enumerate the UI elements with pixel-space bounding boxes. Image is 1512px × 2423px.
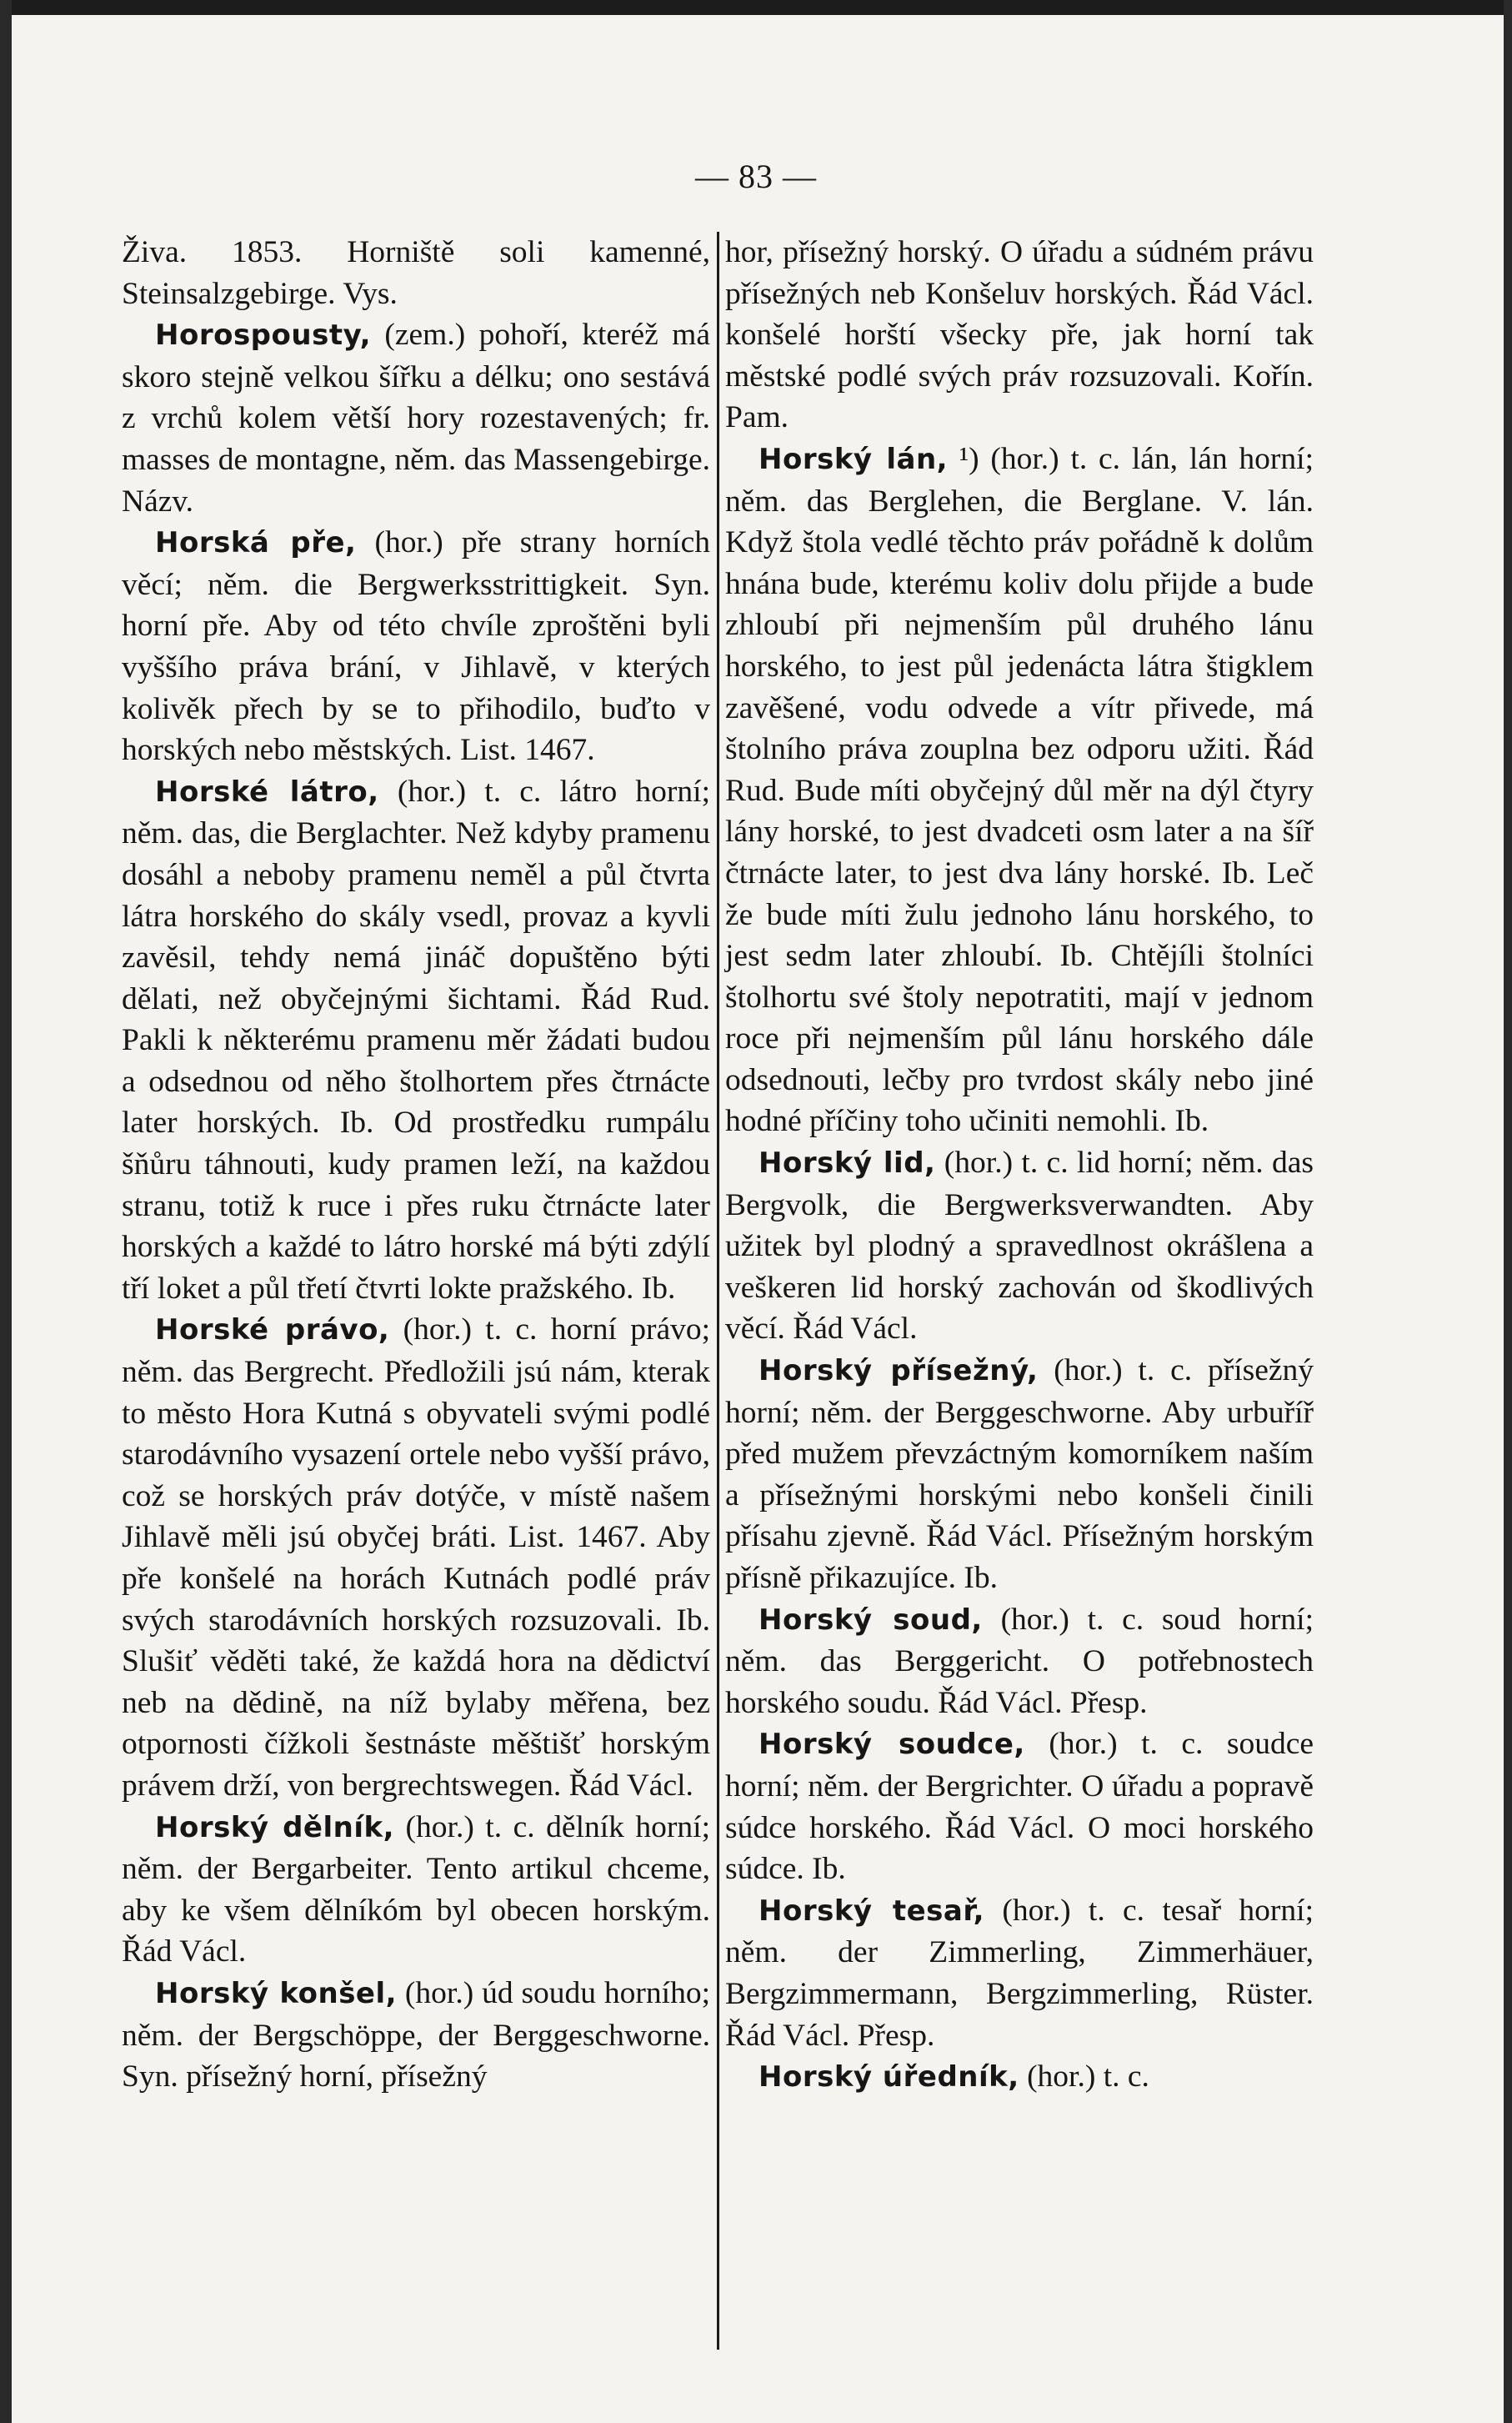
entry-text: (hor.) úd soudu horního; něm. der Bergschöppe, der Berggeschworne. Syn. přísežný horní, přísežný (122, 1975, 710, 2094)
dictionary-entry (725, 1723, 1314, 1889)
entry-text: (hor.) t. c. horní právo; něm. das Bergrecht. Předložili jsú nám, kterak to město Hora Kutná s obyvateli svými podlé starodávního vysazení ortele nebo vyšší právo, což se horských práv dotýče, v místě našem Jihlavě měli jsú obyčej bráti. List. 1467. Aby pře konšelé na horách Kutnách podlé práv svých starodávních horských rozsuzovali. Ib. Slušiť věděti také, že každá hora na dědictví neb na dědině, na níž bylaby měřena, bez otpornosti čížkoli šestnáste měštišť horským právem drží, von bergrechtswegen. Řád Václ. (122, 1312, 711, 1803)
dictionary-entry (122, 1309, 710, 1806)
scan-border-left (0, 0, 12, 2423)
entry-text: (hor.) t. c. přísežný horní; něm. der Berggeschworne. Aby urbuříř před mužem převzáctným komorníkem naším a přísežnými horskými nebo konšeli činili přísahu zjevně. Řád Václ. Přísežným horským přísně přikazujíce. Ib. (725, 1353, 1314, 1595)
dictionary-entry (725, 1599, 1314, 1724)
right-column (725, 232, 1314, 2099)
entry-text: ¹) (hor.) t. c. lán, lán horní; něm. das Berglehen, die Berglane. V. lán. Když štola vedlé těchto práv pořádně k dolům hnána bude, kterému koliv dolu přijde a bude zhloubí při nejmenším půl druhého lánu horského, to jest půl jedenácta látra štigklem zavěšené, vodu odvede a vítr přivede, má štolního práva zouplna bez odporu užiti. Řád Rud. Bude míti obyčejný důl měr na dýl čtyry lány horské, to jest dvadceti osm later a na šíř čtrnácte later, to jest dva lány horské. Ib. Leč že bude míti žulu jednoho lánu horského, to jest sedm later zhloubí. Ib. Chtějíli štolníci štolhortu své štoly nepotratiti, mají v jednom roce při nejmenším půl lánu horského dále odsednouti, lečby pro tvrdost skály nebo jiné hodné příčiny toho učiniti nemohli. Ib. (725, 441, 1314, 1139)
entry-headword: Horský lán, (759, 442, 949, 476)
dictionary-entry (122, 314, 710, 522)
entry-headword: Horský konšel, (155, 1976, 398, 2010)
entry-headword: Horospousty, (155, 319, 372, 353)
dictionary-entry (725, 1142, 1314, 1350)
column-divider (717, 232, 719, 2350)
dictionary-entry (122, 522, 710, 771)
entry-text: (hor.) t. c. soud horní; něm. das Berggericht. O potřebnostech horského soudu. Řád Václ. Přesp. (725, 1602, 1314, 1720)
entry-headword: Horský soud, (759, 1603, 983, 1637)
scan-border-right (1504, 0, 1512, 2423)
entry-text: (hor.) t. c. (1019, 2059, 1149, 2094)
entry-headword: Horský dělník, (155, 1810, 395, 1844)
dictionary-entry (122, 1807, 710, 1973)
dictionary-entry (122, 232, 710, 314)
entry-text: (hor.) pře strany horních věcí; něm. die Bergwerksstrittigkeit. Syn. horní pře. Aby od této chvíle zproštěni byli vyššího práva brání, v Jihlavě, v kterých kolivěk přech by se to přihodilo, buďto v horských nebo městských. List. 1467. (122, 525, 710, 768)
left-column (122, 232, 710, 2098)
dictionary-entry (725, 439, 1314, 1142)
dictionary-entry (725, 1890, 1314, 2056)
entry-text: (hor.) t. c. tesař horní; něm. der Zimmerling, Zimmerhäuer, Bergzimmermann, Bergzimmerling, Rüster. Řád Václ. Přesp. (725, 1893, 1314, 2053)
entry-text: (zem.) pohoří, kteréž má skoro stejně velkou šířku a délku; ono sestává z vrchů kolem větší hory rozestavených; fr. masses de montagne, něm. das Massengebirge. Názv. (122, 318, 710, 519)
entry-text: Živa. 1853. Horniště soli kamenné, Steinsalzgebirge. Vys. (122, 235, 710, 311)
entry-headword: Horský lid, (759, 1146, 936, 1181)
entry-headword: Horský přísežný, (759, 1354, 1039, 1388)
entry-text: hor, přísežný horský. O úřadu a súdném právu přísežných neb Konšeluv horských. Řád Václ. konšelé horští všecky pře, jak horní tak městské podlé svých práv rozsuzovali. Kořín. Pam. (725, 235, 1314, 435)
entry-headword: Horský úředník, (759, 2060, 1019, 2094)
dictionary-entry (725, 1350, 1314, 1599)
entry-text: (hor.) t. c. soudce horní; něm. der Bergrichter. O úřadu a popravě súdce horského. Řád Václ. O moci horského súdce. Ib. (725, 1727, 1314, 1887)
scan-border-top (0, 0, 1512, 15)
entry-headword: Horský soudce, (759, 1728, 1025, 1762)
entry-text: (hor.) t. c. dělník horní; něm. der Bergarbeiter. Tento artikul chceme, aby ke všem dělníkóm byl obecen horským. Řád Václ. (122, 1809, 710, 1969)
page-number: — 83 — (695, 158, 817, 195)
entry-text: (hor.) t. c. látro horní; něm. das, die Berglachter. Než kdyby pramenu dosáhl a neboby pramenu neměl a půl čtvrta látra horského do skály vsedl, provaz a kyvli zavěsil, tehdy nemá jináč dopuštěno býti dělati, než obyčejnými šichtami. Řád Rud. Pakli k některému pramenu měr žádati budou a odsednou od něho štolhortem přes čtrnácte later horských. Ib. Od prostředku rumpálu šňůru táhnouti, kudy pramen leží, na každou stranu, totiž k ruce i přes ruku čtrnácte later horských a každé to látro horské má býti zdýlí tří loket a půl třetí čtvrti lokte pražského. Ib. (122, 774, 710, 1306)
entry-headword: Horský tesař, (759, 1894, 985, 1928)
dictionary-entry (122, 1973, 710, 2098)
dictionary-entry (725, 2056, 1314, 2099)
dictionary-entry (122, 771, 710, 1310)
entry-headword: Horská pře, (155, 526, 357, 560)
entry-text: (hor.) t. c. lid horní; něm. das Bergvolk, die Bergwerksverwandten. Aby užitek byl plodný a spravedlnost okrášlena a veškeren lid horský zachován od škodlivých věcí. Řád Václ. (725, 1146, 1314, 1347)
entry-headword: Horské látro, (155, 775, 379, 809)
entry-headword: Horské právo, (155, 1313, 390, 1347)
dictionary-entry (725, 232, 1314, 439)
